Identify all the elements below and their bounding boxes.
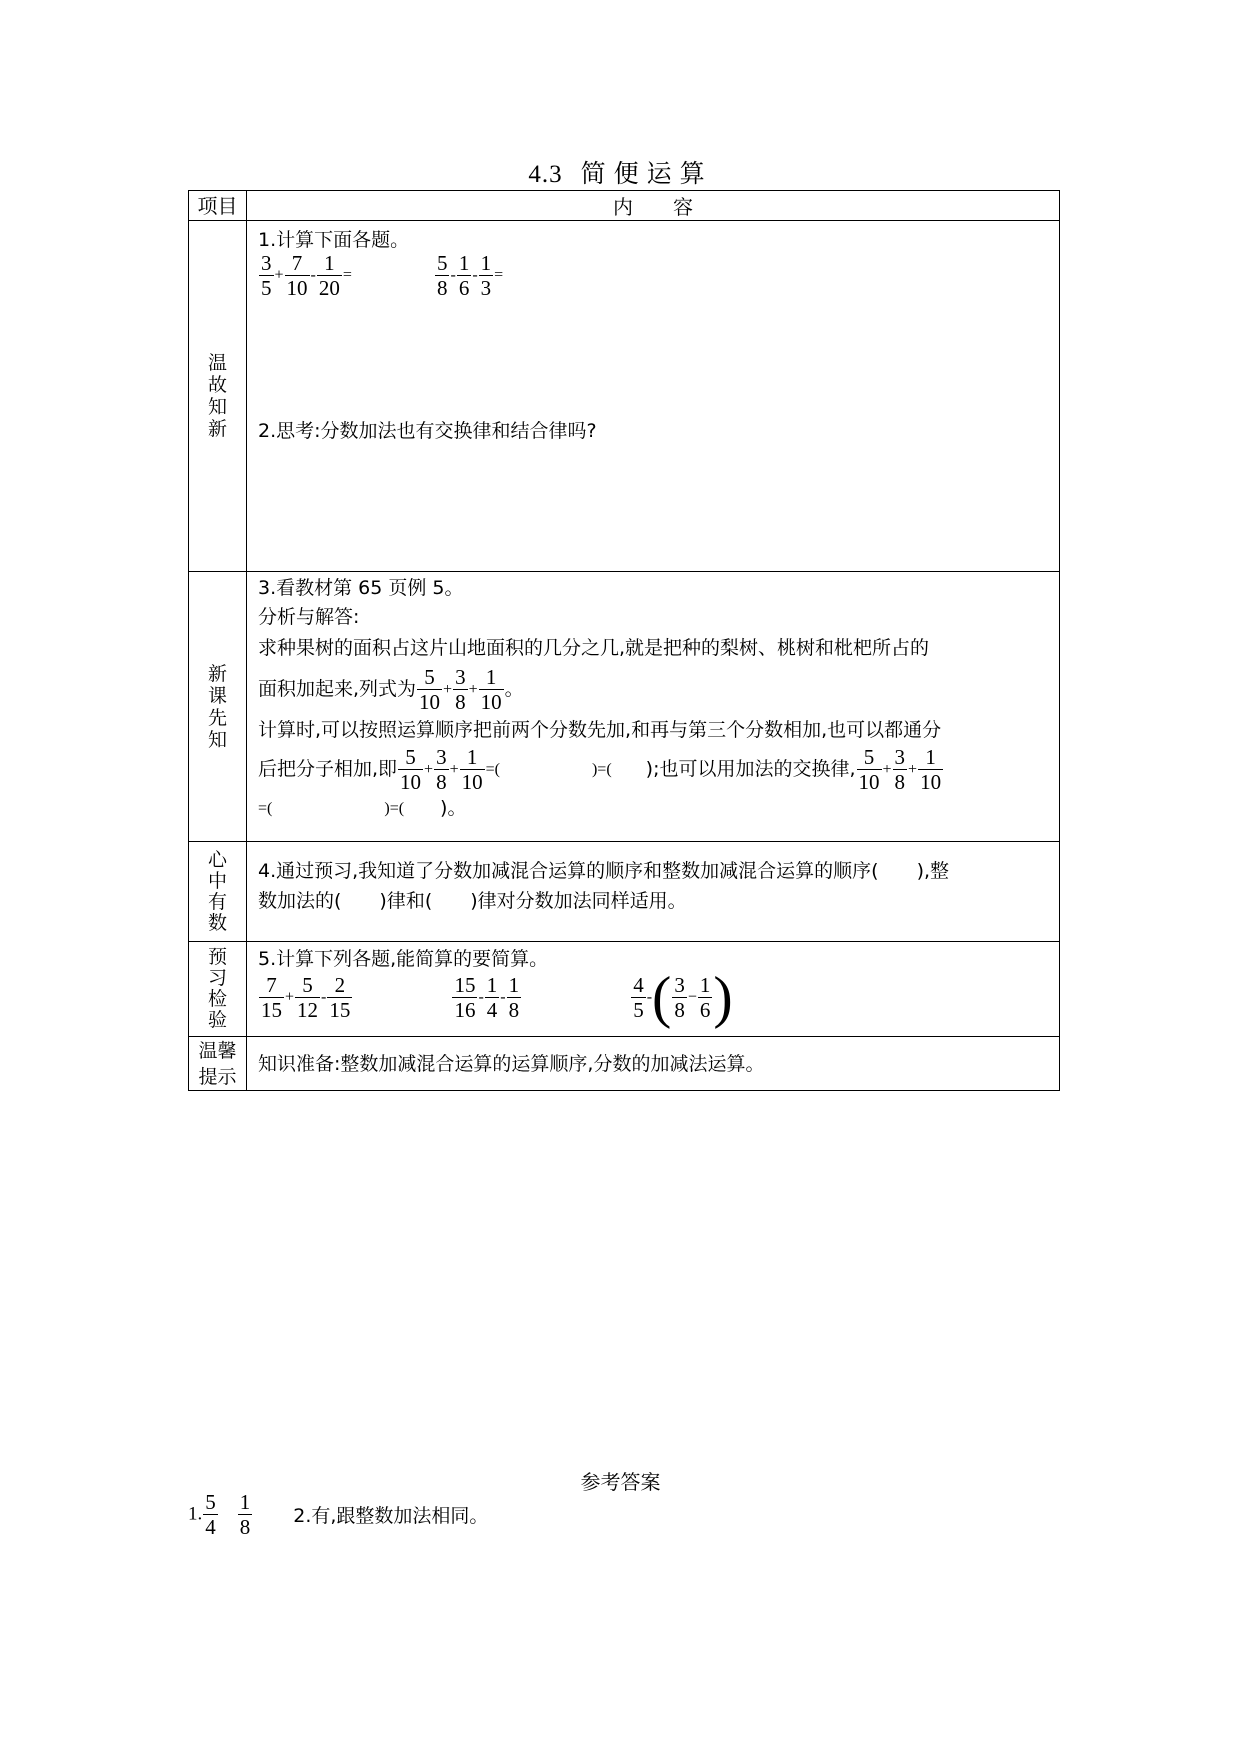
tip-text: 知识准备:整数加减混合运算的运算顺序,分数的加减法运算。 [258,1052,765,1075]
label-new: 新课先知 [207,662,227,751]
q5-text: 5.计算下列各题,能简算的要简算。 [258,948,549,970]
analysis-line1: 求种果树的面积占这片山地面积的几分之几,就是把种的梨树、桃树和枇杷所占的 [258,637,930,659]
analysis-line3: 计算时,可以按照运算顺序把前两个分数先加,和再与第三个分数相加,也可以都通分 [258,719,942,741]
fraction: $\frac{1}{8}$ [239,1490,251,1539]
q4-line1: 4.通过预习,我知道了分数加减混合运算的顺序和整数加减混合运算的顺序( ),整 [258,860,950,882]
fraction: $\frac{3}{5}$ [261,251,272,300]
fraction: $\frac{5}{12}$ [297,973,319,1022]
fraction: $\frac{5}{4}$ [205,1490,216,1539]
fraction: $\frac{1}{4}$ [486,973,498,1022]
fraction: $\frac{7}{10}$ [286,251,308,300]
fraction: $\frac{1}{10}$ [920,745,942,794]
header-content: 内 容 [247,191,1060,221]
section-review [189,221,1060,572]
answers-body: 1. $\frac{5}{4}$ $\frac{1}{8}$ 2.有,跟整数加法相同。 [188,1490,489,1539]
fraction: $\frac{7}{15}$ [261,973,282,1022]
fraction: $\frac{1}{3}$ [480,251,492,300]
answer-2: 2.有,跟整数加法相同。 [293,1505,489,1527]
page-title [0,154,1241,190]
table-header-row [189,191,1060,221]
q4-line2: 数加法的( )律和( )律对分数加法同样适用。 [258,890,687,912]
q3-text: 3.看教材第 65 页例 5。 [258,577,464,599]
section-tip [189,1037,1060,1091]
title-text: 简便运算 [580,159,713,188]
section-check [189,942,1060,1037]
fraction: $\frac{1}{10}$ [461,745,483,794]
fraction: $\frac{1}{6}$ [699,973,711,1022]
title-number: 4.3 [528,161,563,188]
label-tip: 温馨提示 [198,1039,237,1088]
fraction: $\frac{5}{10}$ [858,745,880,794]
q1-text: 1.计算下面各题。 [258,229,410,251]
fraction: $\frac{1}{20}$ [318,251,340,300]
answers-title: 参考答案 [580,1470,661,1494]
label-mind: 心中有数 [207,848,227,934]
analysis-label: 分析与解答: [258,606,360,628]
fraction: $\frac{3}{8}$ [436,745,447,794]
q5-expressions: $\frac{7}{15}$ + $\frac{5}{12}$ - $\frac{2}{15}$ $\frac{15}{16}$ - $\frac{1}{4}$ - $\frac{1}{8}$ $\frac{4}{5}$ -( $\frac{3}{8}$ − $\frac{1}{6}$ ) [261,964,733,1030]
analysis-line4: 后把分子相加,即 $\frac{5}{10}$ + $\frac{3}{8}$ + $\frac{1}{10}$ =( )=( );也可以用加法的交换律, $\frac{5}{10}$ + $\frac{3}{8}$ + $\frac{1}{10}$ [258,745,942,794]
q1-expressions: $\frac{3}{5}$ + $\frac{7}{10}$ - $\frac{1}{20}$ = $\frac{5}{8}$ - $\frac{1}{6}$ - $\frac{1}{3}$ = [261,251,504,300]
fraction: $\frac{1}{8}$ [508,973,520,1022]
fraction: $\frac{4}{5}$ [633,973,644,1022]
q2-text: 2.思考:分数加法也有交换律和结合律吗? [258,420,597,442]
fraction: $\frac{2}{15}$ [329,973,351,1022]
header-item: 项目 [189,191,247,221]
label-review: 温故知新 [207,352,227,440]
fraction: $\frac{3}{8}$ [455,665,466,714]
analysis-line5: =( )=( )。 [258,797,467,819]
fraction: $\frac{3}{8}$ [894,745,906,794]
section-mind [189,842,1060,942]
label-check: 预习检验 [207,946,227,1031]
analysis-line2: 面积加起来,列式为 $\frac{5}{10}$ + $\frac{3}{8}$ + $\frac{1}{10}$ 。 [258,665,524,714]
fraction: $\frac{1}{6}$ [458,251,470,300]
fraction: $\frac{5}{8}$ [436,251,448,300]
section-new [189,572,1060,842]
fraction: $\frac{15}{16}$ [454,973,476,1022]
fraction: $\frac{5}{10}$ [419,665,441,714]
lesson-table [188,190,1060,1091]
fraction: $\frac{5}{10}$ [400,745,422,794]
fraction: $\frac{3}{8}$ [674,973,685,1022]
fraction: $\frac{1}{10}$ [480,665,502,714]
